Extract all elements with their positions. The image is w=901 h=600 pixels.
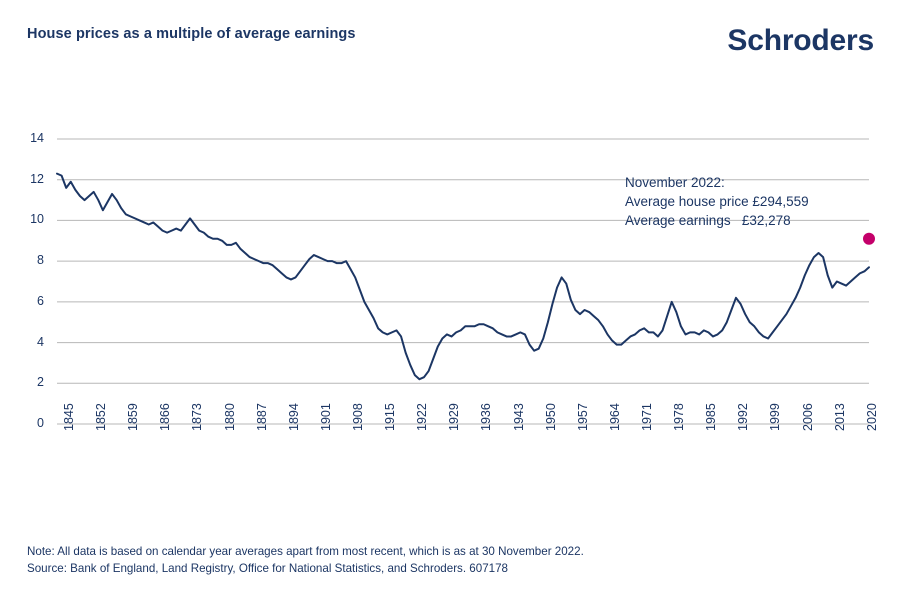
x-tick-label: 1992 — [736, 403, 751, 431]
page-title: House prices as a multiple of average earnings — [27, 26, 356, 42]
x-tick-label: 1957 — [575, 403, 590, 431]
x-tick-label: 1985 — [704, 403, 719, 431]
x-tick-label: 1908 — [351, 403, 366, 431]
x-tick-label: 1950 — [543, 403, 558, 431]
x-tick-label: 1901 — [318, 403, 333, 431]
x-tick-label: 1936 — [479, 403, 494, 431]
x-tick-label: 1866 — [158, 403, 173, 431]
x-tick-label: 2006 — [800, 403, 815, 431]
footer-source: Source: Bank of England, Land Registry, Office for National Statistics, and Schroders. 607178 — [27, 562, 508, 575]
x-tick-label: 1873 — [190, 403, 205, 431]
x-tick-label: 2013 — [832, 403, 847, 431]
latest-value-marker — [863, 233, 875, 245]
x-tick-label: 1859 — [126, 403, 141, 431]
y-tick-label: 6 — [37, 293, 44, 308]
x-tick-label: 1845 — [62, 403, 76, 431]
x-tick-label: 1887 — [254, 403, 269, 431]
y-tick-label: 4 — [37, 334, 44, 349]
y-tick-label: 8 — [37, 253, 44, 268]
y-tick-label: 0 — [37, 416, 44, 430]
x-tick-label: 1852 — [94, 403, 109, 431]
schroders-logo: Schroders — [727, 24, 874, 57]
y-tick-label: 12 — [30, 171, 44, 186]
annotation-line-1: November 2022: — [625, 175, 725, 190]
annotation-line-2: Average house price £294,559 — [625, 194, 809, 209]
x-tick-label: 1978 — [672, 403, 687, 431]
footer-note: Note: All data is based on calendar year averages apart from most recent, which is as at 30 November 2022. — [27, 545, 584, 558]
footer-notes — [27, 543, 584, 577]
y-tick-label: 10 — [30, 212, 44, 227]
x-tick-label: 1964 — [607, 403, 622, 431]
x-tick-label: 1915 — [383, 403, 398, 431]
x-tick-label: 1971 — [640, 403, 655, 431]
x-tick-label: 2020 — [864, 403, 879, 431]
y-tick-label: 14 — [30, 131, 44, 145]
x-tick-label: 1943 — [511, 403, 526, 431]
annotation-callout — [625, 173, 809, 230]
x-tick-label: 1880 — [222, 403, 237, 431]
x-tick-label: 1999 — [768, 403, 783, 431]
x-tick-label: 1894 — [286, 403, 301, 431]
x-tick-label: 1922 — [415, 403, 430, 431]
x-tick-label: 1929 — [447, 403, 462, 431]
y-tick-label: 2 — [37, 375, 44, 390]
annotation-line-3: Average earnings £32,278 — [625, 213, 791, 228]
